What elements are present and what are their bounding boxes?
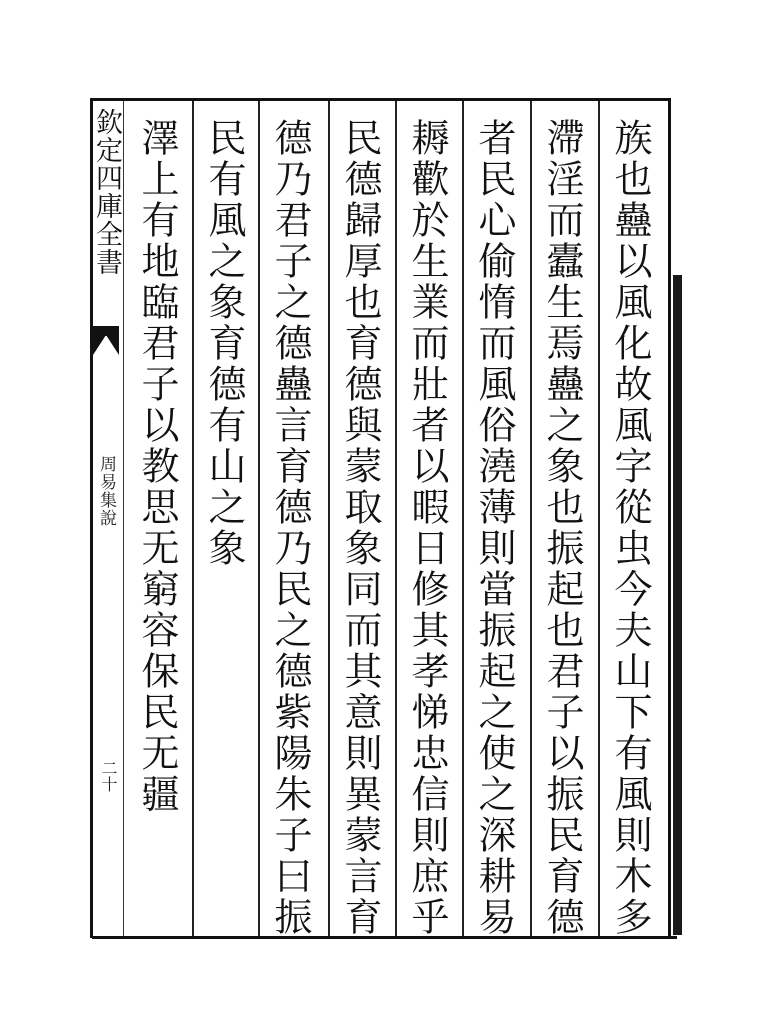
text-column-1: 族也蠱以風化故風字從虫今夫山下有風則木多 [608, 118, 652, 938]
text-column-4: 耨歡於生業而壯者以暇日修其孝悌忠信則庶乎 [405, 118, 449, 938]
text-column-8: 澤上有地臨君子以教思无窮容保民无疆 [135, 118, 179, 815]
frame-right-border [668, 98, 671, 938]
text-column-3: 者民心偷惰而風俗澆薄則當振起之使之深耕易 [472, 118, 516, 938]
frame-bottom-border [92, 936, 677, 939]
column-rule [462, 101, 464, 936]
column-rule [192, 101, 194, 936]
text-column-6: 德乃君子之德蠱言育德乃民之德紫陽朱子曰振 [268, 118, 312, 938]
column-rule [530, 101, 532, 936]
fish-tail-mark [93, 335, 119, 355]
column-rule [258, 101, 260, 936]
text-column-7: 民有風之象育德有山之象 [202, 118, 246, 569]
page-number: 二十 [99, 760, 118, 792]
column-rule [328, 101, 330, 936]
frame-top-border [92, 98, 668, 101]
library-title: 欽定四庫全書 [91, 108, 122, 276]
column-rule [598, 101, 600, 936]
column-rule [395, 101, 397, 936]
text-column-5: 民德歸厚也育德與蒙取象同而其意則異蒙言育 [338, 118, 382, 938]
book-title: 周易集說 [96, 455, 116, 527]
text-column-2: 滯淫而蠹生焉蠱之象也振起也君子以振民育德 [540, 118, 584, 938]
edge-strip-rule [123, 101, 124, 936]
frame-shadow-edge [673, 275, 682, 935]
